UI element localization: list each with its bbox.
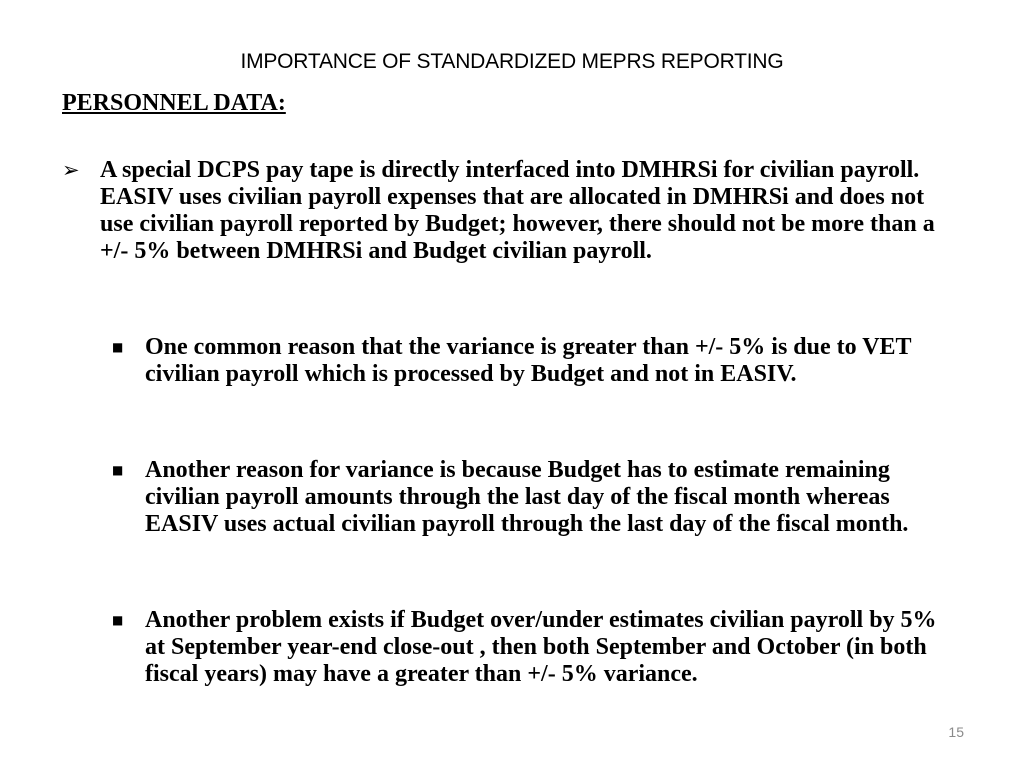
sub-bullet bbox=[112, 607, 962, 688]
slide-title: IMPORTANCE OF STANDARDIZED MEPRS REPORTING bbox=[240, 50, 784, 73]
square-bullet-icon: ■ bbox=[112, 463, 124, 477]
section-heading: PERSONNEL DATA: bbox=[62, 90, 286, 116]
square-bullet-icon: ■ bbox=[112, 613, 124, 627]
sub-bullet-text: One common reason that the variance is greater than +/- 5% is due to VET civilian payroll which is processed by Budget and not in EASIV. bbox=[145, 334, 912, 387]
main-bullet bbox=[62, 157, 942, 265]
sub-bullet-text: Another problem exists if Budget over/under estimates civilian payroll by 5% at September year-end close-out , then both September and October (in both fiscal years) may have a greater than +/- 5% variance. bbox=[145, 607, 937, 687]
square-bullet-icon: ■ bbox=[112, 340, 124, 354]
main-bullet-text: A special DCPS pay tape is directly interfaced into DMHRSi for civilian payroll. EASIV uses civilian payroll expenses that are allocated in DMHRSi and does not use civilian payroll reported by Budget; however, there should not be more than a +/- 5% between DMHRSi and Budget civilian payroll. bbox=[100, 157, 935, 264]
sub-bullet-text: Another reason for variance is because Budget has to estimate remaining civilian payroll amounts through the last day of the fiscal month whereas EASIV uses actual civilian payroll through the last day of the fiscal month. bbox=[145, 457, 909, 537]
page-number: 15 bbox=[948, 724, 964, 740]
sub-bullet bbox=[112, 457, 962, 538]
arrow-bullet-icon: ➢ bbox=[62, 158, 80, 182]
sub-bullet bbox=[112, 334, 962, 388]
